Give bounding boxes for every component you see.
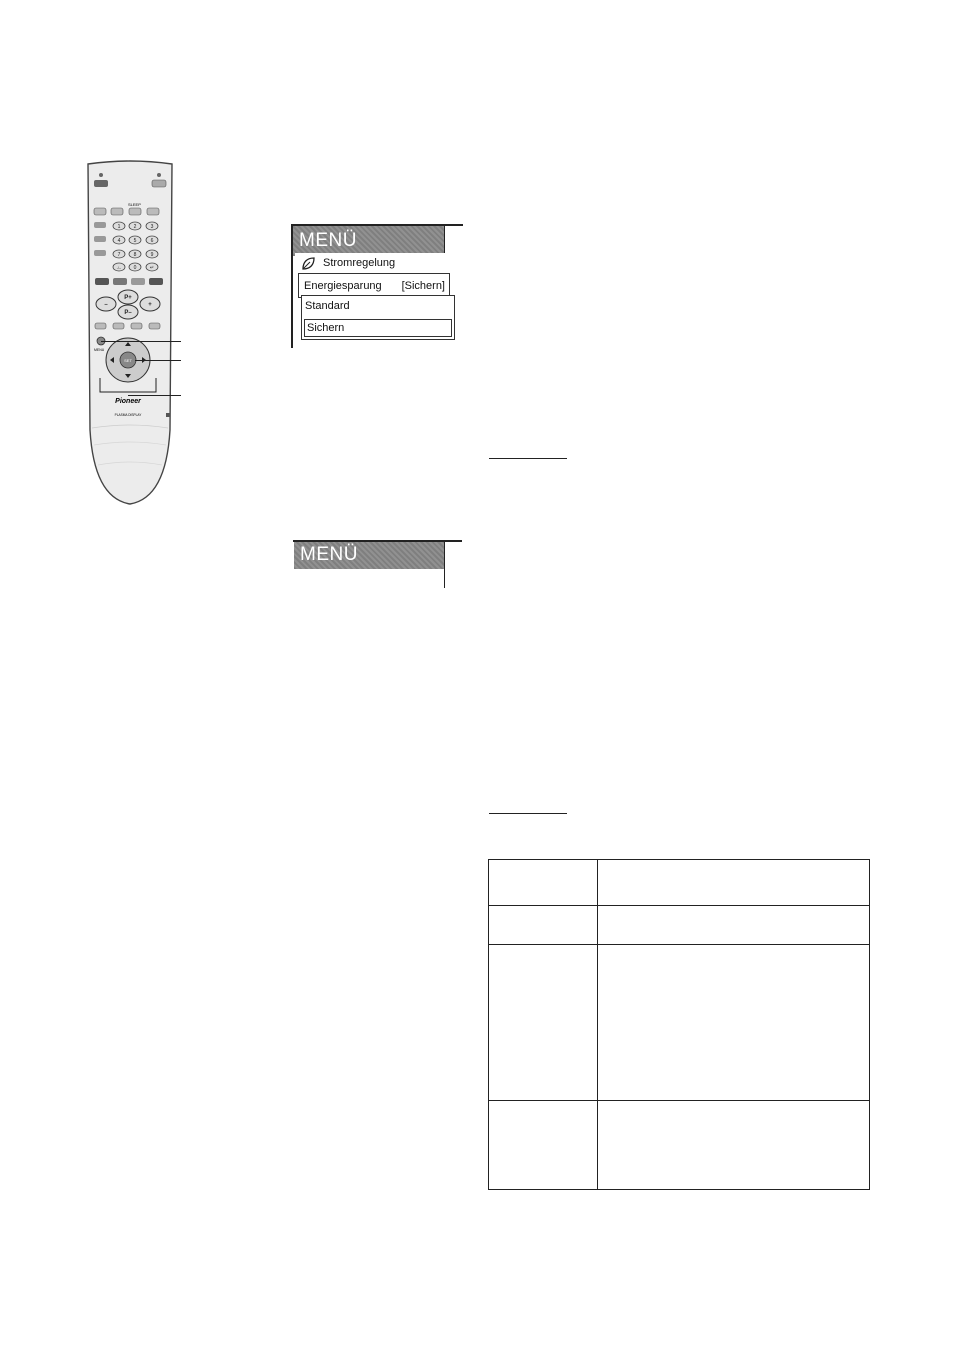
key-0: 0 <box>133 265 137 271</box>
key-1: 1 <box>117 224 121 230</box>
option-standard[interactable] <box>302 296 454 318</box>
vol-minus-key: – <box>104 302 108 308</box>
heading-underline-1 <box>489 458 567 459</box>
options-panel <box>301 295 455 340</box>
callout-line-set <box>135 360 181 361</box>
heading-underline-2 <box>489 813 567 814</box>
table-row-divider-3 <box>489 1100 869 1101</box>
key-dash: -/-- <box>116 266 122 270</box>
option-standard-label: Standard <box>305 300 350 312</box>
key-return: ↵ <box>149 265 155 271</box>
remote-subtitle: PLASMA DISPLAY <box>114 413 142 417</box>
key-3: 3 <box>150 224 154 230</box>
remote-control-drawing <box>80 160 180 505</box>
energy-saving-label: Energiesparung <box>304 280 382 292</box>
key-2: 2 <box>133 224 137 230</box>
menu-key-label: MENU <box>94 348 105 352</box>
table-column-divider <box>597 860 598 1189</box>
menu2-title: MENÜ <box>300 544 358 565</box>
callout-line-menu <box>101 341 181 342</box>
menu2-right-rule <box>444 540 445 588</box>
menu-title-bar <box>293 226 444 256</box>
set-key-label: SET <box>124 358 132 363</box>
sleep-key-label: SLEEP <box>128 202 141 207</box>
p-minus-key: P– <box>124 310 132 316</box>
menu-right-rule <box>444 224 445 254</box>
vol-plus-key: + <box>148 302 152 308</box>
option-sichern[interactable] <box>304 319 452 337</box>
menu2-title-bar <box>294 542 444 569</box>
p-plus-key: P+ <box>124 295 132 301</box>
key-6: 6 <box>150 238 154 244</box>
key-9: 9 <box>150 252 154 258</box>
info-table <box>488 859 870 1190</box>
option-sichern-label: Sichern <box>307 322 345 334</box>
brand-logo: Pioneer <box>115 398 141 405</box>
energy-saving-value: [Sichern] <box>401 280 445 292</box>
callout-line-arrows <box>128 395 181 396</box>
menu-title: MENÜ <box>299 230 357 251</box>
remote-control-illustration <box>80 160 180 505</box>
leaf-icon <box>301 257 315 270</box>
key-4: 4 <box>117 238 121 244</box>
table-row-divider-1 <box>489 905 869 906</box>
section-label: Stromregelung <box>323 257 396 269</box>
key-5: 5 <box>133 238 137 244</box>
key-7: 7 <box>117 252 121 258</box>
key-8: 8 <box>133 252 137 258</box>
menu-section-row[interactable] <box>295 253 445 275</box>
table-row-divider-2 <box>489 944 869 945</box>
